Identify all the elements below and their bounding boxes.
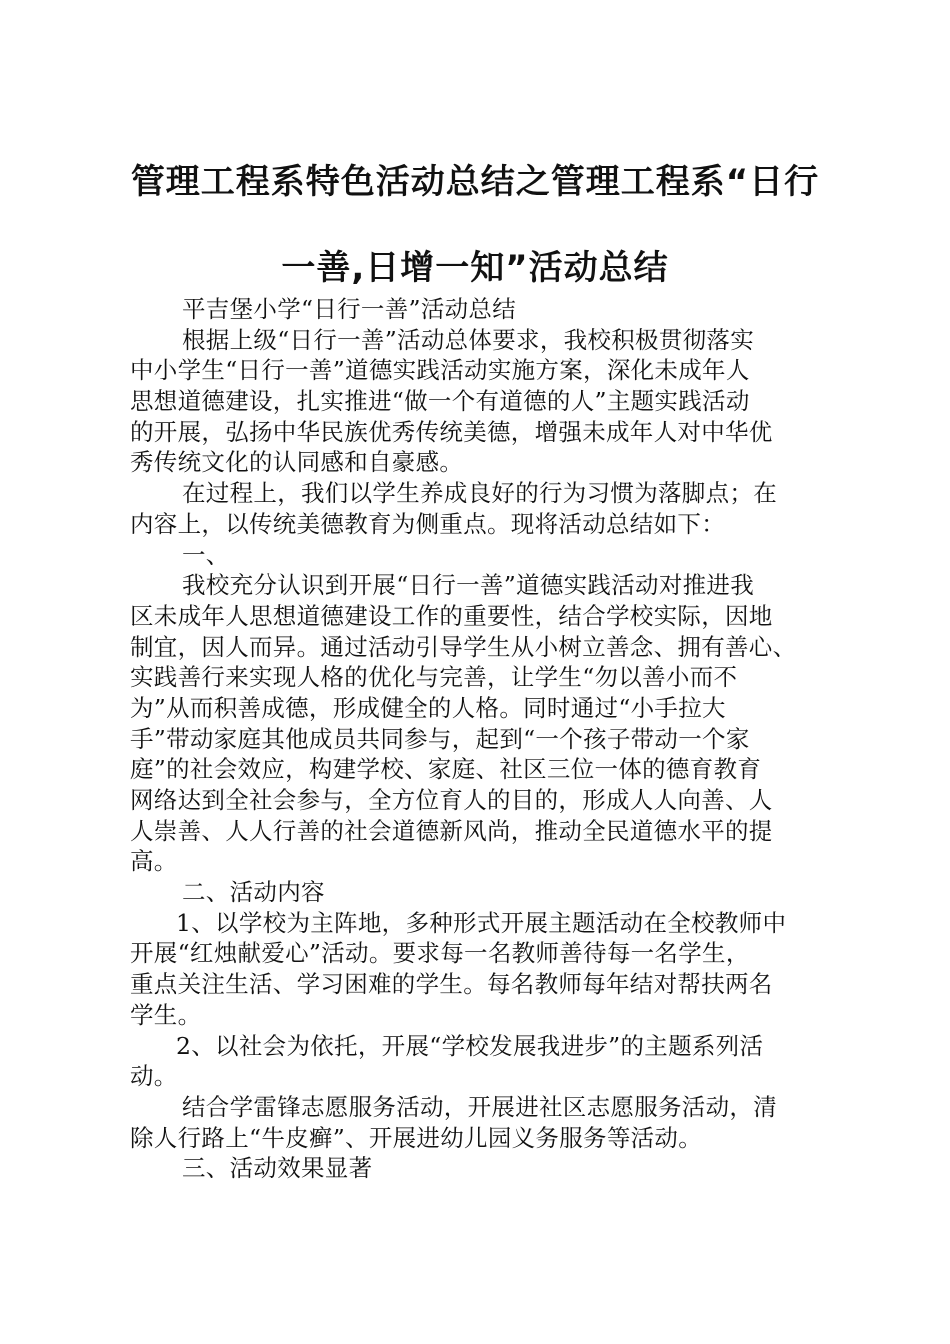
body-line: 平吉堡小学“日行一善”活动总结 bbox=[182, 295, 517, 323]
body-line: 重点关注生活、学习困难的学生。每名教师每年结对帮扶两名 bbox=[130, 970, 773, 999]
document-body bbox=[130, 294, 835, 1184]
document-title-line-1: 管理工程系特色活动总结之管理工程系“日行 bbox=[130, 162, 820, 202]
body-line: 区未成年人思想道德建设工作的重要性，结合学校实际，因地 bbox=[130, 601, 773, 630]
body-line: 学生。 bbox=[130, 1000, 202, 1029]
body-line: 实践善行来实现人格的优化与完善，让学生“勿以善小而不 bbox=[130, 663, 738, 692]
body-line: 一、 bbox=[182, 540, 230, 569]
body-line: 网络达到全社会参与，全方位育人的目的，形成人人向善、人 bbox=[130, 786, 773, 814]
body-line: 在过程上，我们以学生养成良好的行为习惯为落脚点；在 bbox=[182, 479, 777, 508]
section-heading: 二、活动内容 bbox=[182, 878, 325, 907]
body-line: 内容上，以传统美德教育为侧重点。现将活动总结如下： bbox=[130, 509, 725, 538]
body-line: 秀传统文化的认同感和自豪感。 bbox=[130, 448, 464, 477]
body-line: 手”带动家庭其他成员共同参与，起到“一个孩子带动一个家 bbox=[130, 724, 750, 753]
body-line: 制宜，因人而异。通过活动引导学生从小树立善念、拥有善心、 bbox=[130, 632, 797, 661]
body-line: 我校充分认识到开展“日行一善”道德实践活动对推进我 bbox=[182, 571, 755, 600]
body-line: 2、以社会为依托，开展“学校发展我进步”的主题系列活 bbox=[176, 1031, 764, 1060]
body-line: 中小学生“日行一善”道德实践活动实施方案，深化未成年人 bbox=[130, 356, 750, 385]
body-line: 庭”的社会效应，构建学校、家庭、社区三位一体的德育教育 bbox=[130, 755, 762, 784]
section-heading: 三、活动效果显著 bbox=[182, 1154, 373, 1183]
body-line: 1、以学校为主阵地，多种形式开展主题活动在全校教师中 bbox=[176, 908, 787, 937]
body-line: 为”从而积善成德，形成健全的人格。同时通过“小手拉大 bbox=[130, 693, 726, 722]
body-line: 除人行路上“牛皮癣”、开展进幼儿园义务服务等活动。 bbox=[130, 1123, 703, 1152]
body-line: 思想道德建设，扎实推进“做一个有道德的人”主题实践活动 bbox=[130, 387, 750, 416]
body-line: 开展“红烛献爱心”活动。要求每一名教师善待每一名学生， bbox=[130, 939, 750, 968]
body-line: 人崇善、人人行善的社会道德新风尚，推动全民道德水平的提 bbox=[130, 816, 773, 845]
body-line: 结合学雷锋志愿服务活动，开展进社区志愿服务活动，清 bbox=[182, 1092, 777, 1121]
document-title-line-2: 一善,日增一知”活动总结 bbox=[281, 248, 669, 288]
body-line: 动。 bbox=[130, 1062, 178, 1091]
body-line: 根据上级“日行一善”活动总体要求，我校积极贯彻落实 bbox=[182, 325, 755, 354]
body-line: 高。 bbox=[130, 847, 178, 876]
body-line: 的开展，弘扬中华民族优秀传统美德，增强未成年人对中华优 bbox=[130, 417, 773, 446]
